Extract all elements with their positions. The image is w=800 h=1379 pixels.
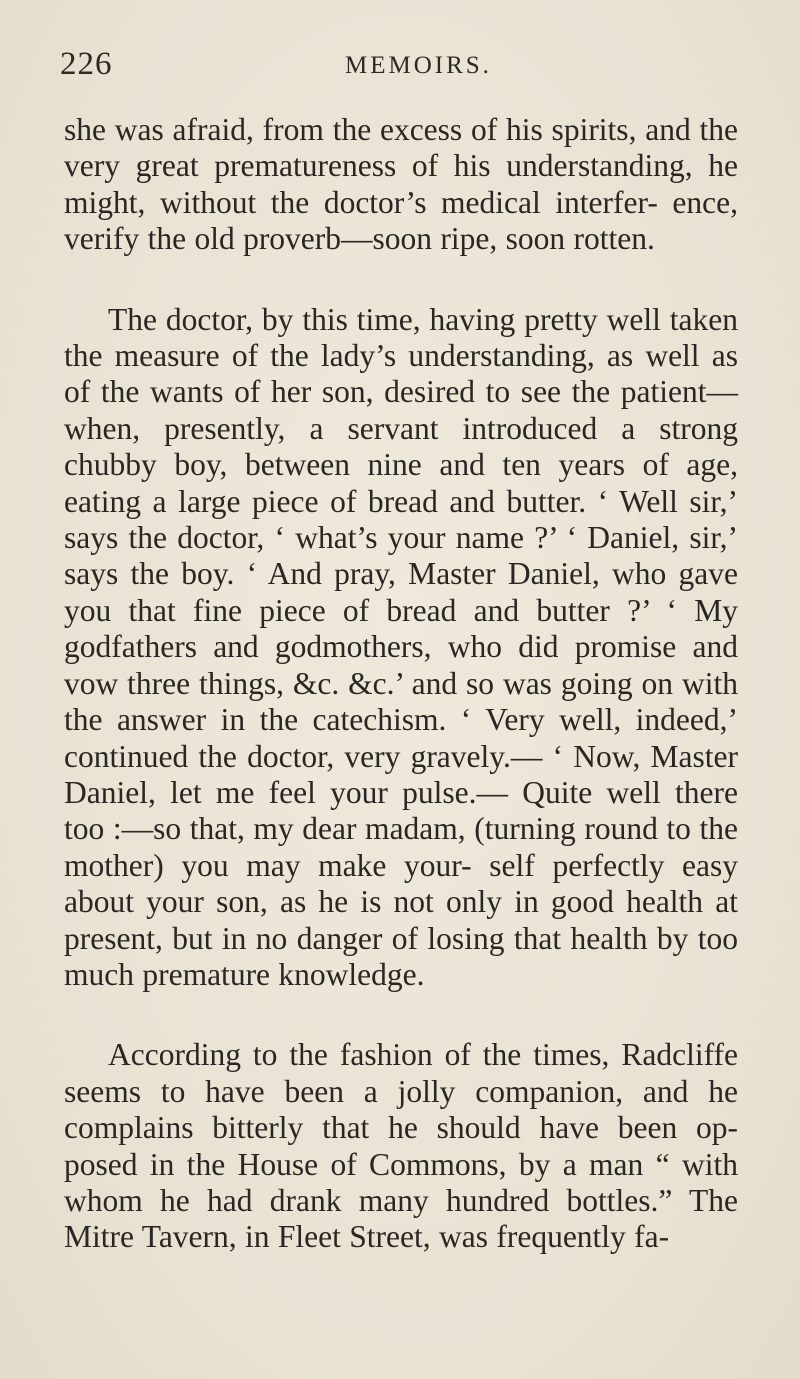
paragraph-doctor-anecdote: The doctor, by this time, having pretty well taken the measure of the lady’s understanding, as well as of the wants of her son, desired to see the patient—when, presently, a servant introduced a strong chubby boy, between nine and ten years of age, eating a large piece of bread and butter. ‘ Well sir,’ says the doctor, ‘ what’s your name ?’ ‘ Daniel, sir,’ says the boy. ‘ And pray, Master Daniel, who gave you that fine piece of bread and butter ?’ ‘ My godfathers and godmothers, who did promise and vow three things, &c. &c.’ and so was going on with the answer in the catechism. ‘ Very well, indeed,’ continued the doctor, very gravely.— ‘ Now, Master Daniel, let me feel your pulse.— Quite well there too :—so that, my dear madam, (turning round to the mother) you may make your- self perfectly easy about your son, as he is not only in good health at present, but in no danger of losing that health by too much premature knowledge. — [64, 301, 738, 992]
body-text — [64, 112, 738, 1256]
page-header — [60, 46, 740, 86]
paragraph-continued: she was afraid, from the excess of his spirits, and the very great prematureness of his understanding, he might, without the doctor’s medical interfer- ence, verify the old proverb—soon ripe, soon rotten. — [64, 112, 738, 257]
running-head: MEMOIRS. — [345, 52, 492, 79]
page-number: 226 — [60, 46, 113, 82]
paragraph-radcliffe: According to the fashion of the times, Radcliffe seems to have been a jolly companion, and he complains bitterly that he should have been op- posed in the House of Commons, by a man “ with whom he had drank many hundred bottles.” The Mitre Tavern, in Fleet Street, was frequently fa- — [64, 1037, 738, 1255]
